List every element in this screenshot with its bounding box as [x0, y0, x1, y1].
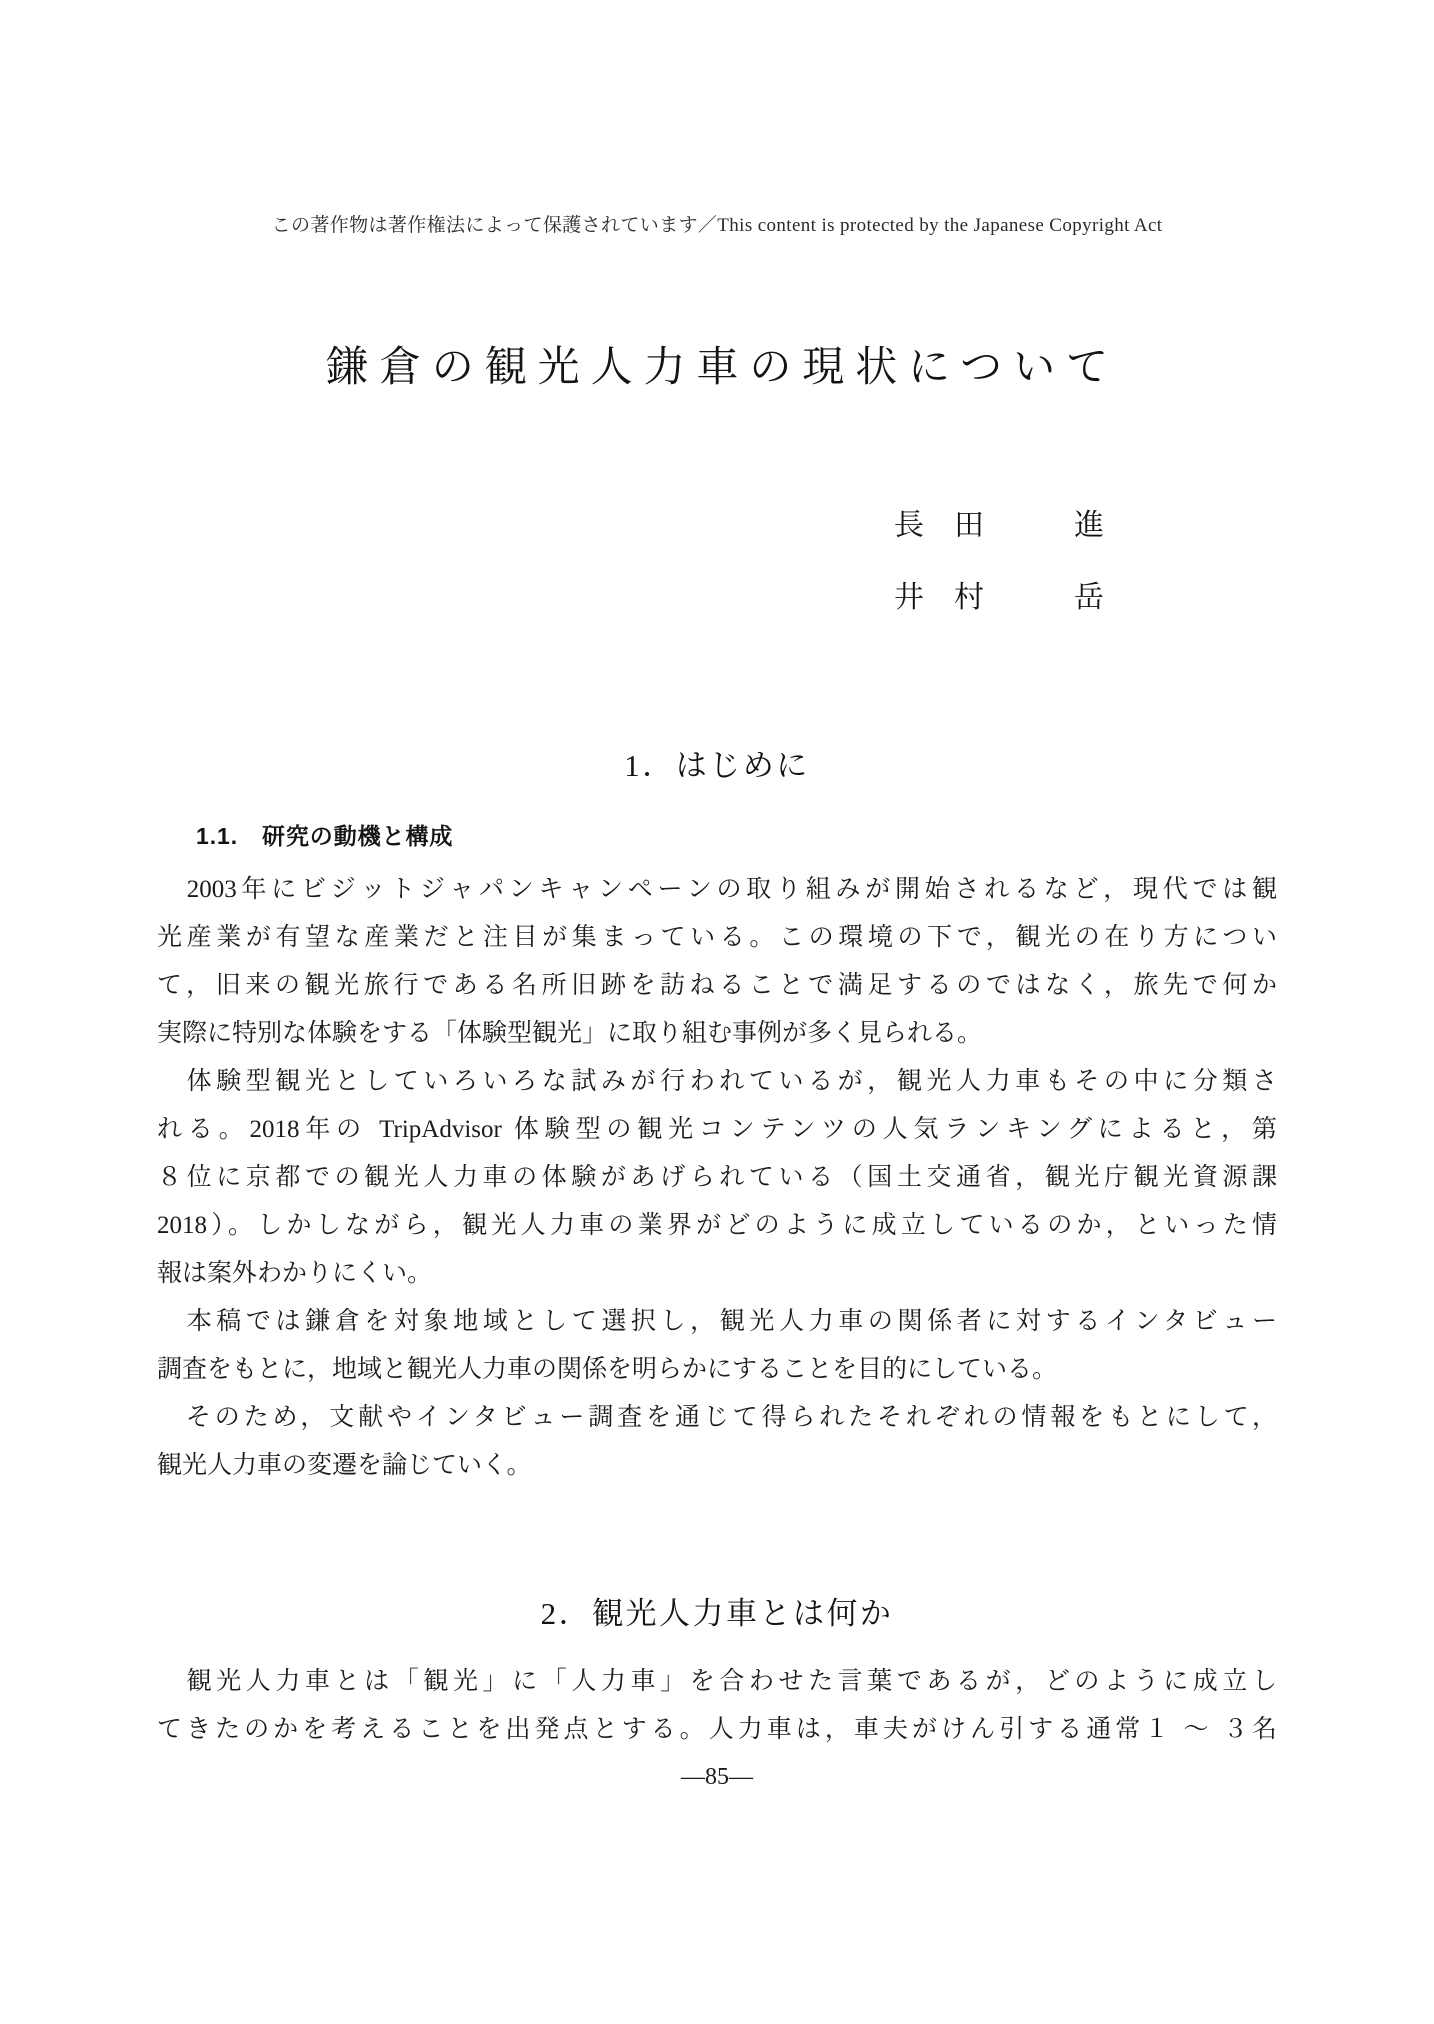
body-text-line: 本稿では鎌倉を対象地域として選択し，観光人力車の関係者に対するインタビュー	[157, 1308, 1277, 1335]
body-text-line: 実際に特別な体験をする「体験型観光」に取り組む事例が多く見られる。	[157, 1020, 983, 1047]
body-text-line: 観光人力車の変遷を論じていく。	[157, 1452, 532, 1479]
body-text-line: 2003年にビジットジャパンキャンペーンの取り組みが開始されるなど，現代では観	[157, 876, 1277, 903]
body-text-line: 体験型観光としていろいろな試みが行われているが，観光人力車もその中に分類さ	[157, 1068, 1277, 1095]
body-text-line: て，旧来の観光旅行である名所旧跡を訪ねることで満足するのではなく，旅先で何か	[157, 972, 1277, 999]
body-text-line: れる。2018年の TripAdvisor 体験型の観光コンテンツの人気ランキングによると，第	[157, 1116, 1277, 1143]
body-text-line: 観光人力車とは「観光」に「人力車」を合わせた言葉であるが，どのように成立し	[157, 1668, 1277, 1695]
section-1-body	[157, 866, 1277, 1490]
body-text-line: そのため，文献やインタビュー調査を通じて得られたそれぞれの情報をもとにして，	[157, 1404, 1277, 1431]
author-name-1: 長 田 進	[894, 509, 1104, 542]
body-text-line: 調査をもとに，地域と観光人力車の関係を明らかにすることを目的にしている。	[157, 1356, 1058, 1383]
author-block	[894, 490, 1104, 634]
body-text-line: ８位に京都での観光人力車の体験があげられている（国土交通省，観光庁観光資源課	[157, 1164, 1277, 1191]
paper-title: 鎌倉の観光人力車の現状について	[325, 345, 1119, 391]
copyright-notice: この著作物は著作権法によって保護されています／This content is protected by the Japanese Copyright Act	[271, 215, 1163, 236]
body-text-line: 光産業が有望な産業だと注目が集まっている。この環境の下で，観光の在り方につい	[157, 924, 1277, 951]
body-text-line: 報は案外わかりにくい。	[157, 1260, 433, 1287]
author-name-2: 井 村 岳	[894, 581, 1104, 614]
page-number: —85—	[681, 1764, 753, 1790]
section-1-heading: 1．はじめに	[624, 748, 810, 783]
body-text-line: てきたのかを考えることを出発点とする。人力車は，車夫がけん引する通常１ ～ ３名	[157, 1716, 1277, 1743]
section-2-heading: 2．観光人力車とは何か	[540, 1596, 894, 1631]
body-text-line: 2018）。しかしながら，観光人力車の業界がどのように成立しているのか，といった情	[157, 1212, 1277, 1239]
section-2-body	[157, 1658, 1277, 1754]
subsection-1-1-heading: 1.1. 研究の動機と構成	[196, 823, 454, 849]
